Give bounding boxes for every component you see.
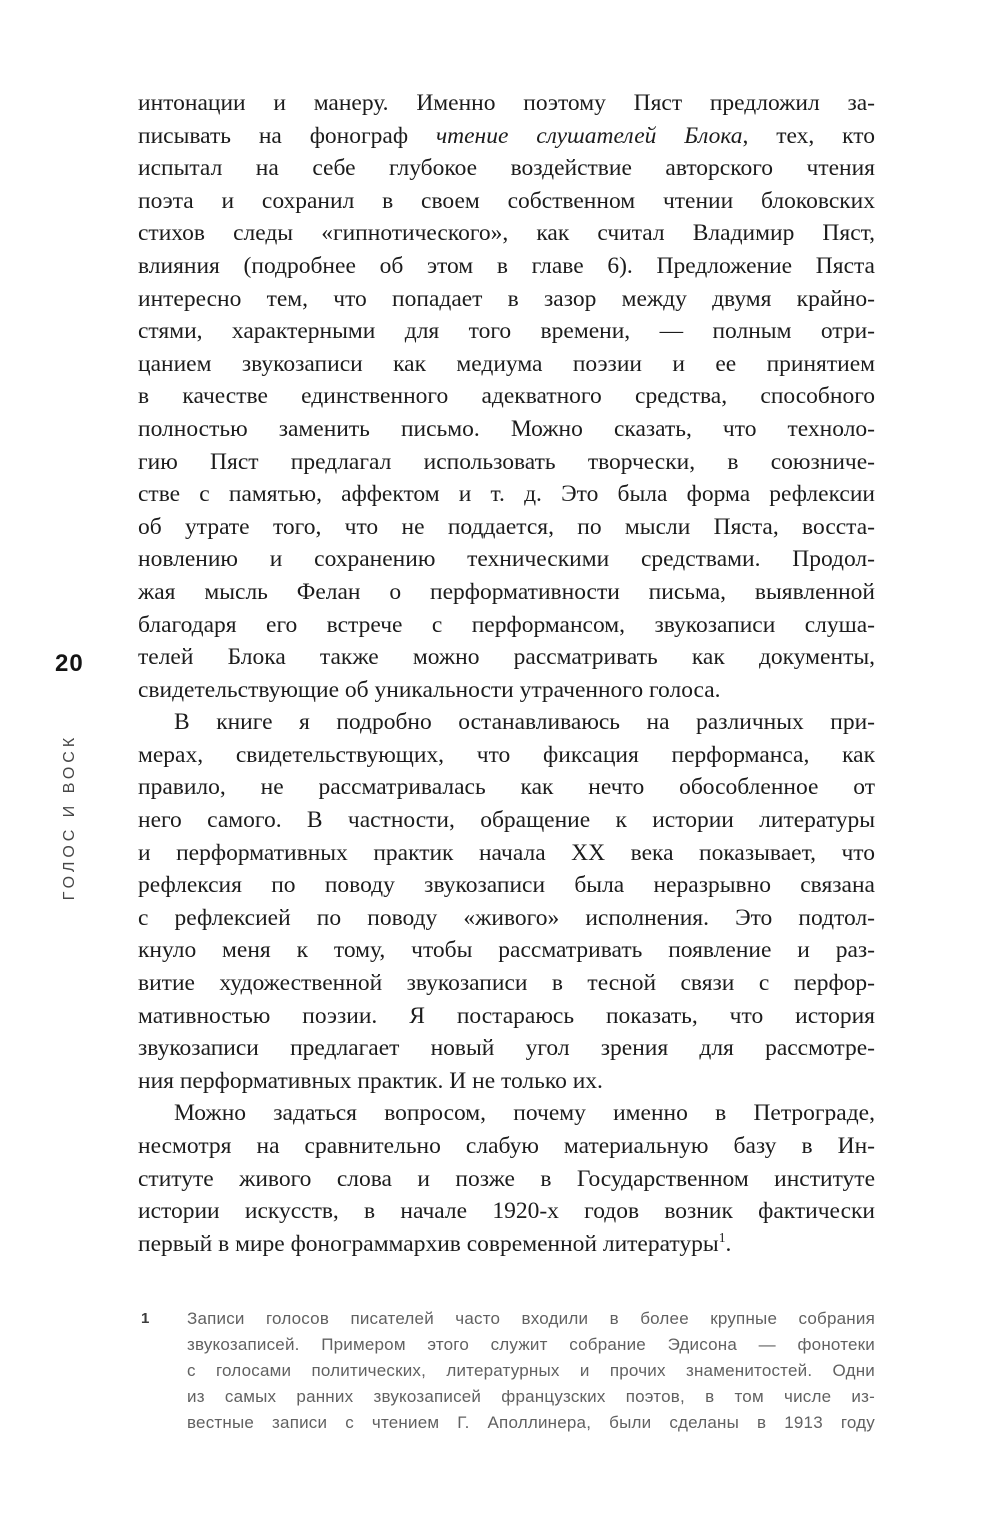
text-line xyxy=(138,446,875,479)
text-segment: цанием звукозаписи как медиума поэзии и ее принятием xyxy=(138,350,875,377)
footnote-marker: 1 xyxy=(141,1310,150,1327)
text-line xyxy=(138,283,875,316)
text-segment: рефлексия по поводу звукозаписи была неразрывно связана xyxy=(138,872,875,899)
text-line xyxy=(138,641,875,674)
text-line xyxy=(138,87,875,120)
text-line xyxy=(138,837,875,870)
text-segment: него самого. В частности, обращение к истории литературы xyxy=(138,807,875,834)
text-segment: . xyxy=(725,1230,732,1257)
text-segment: испытал на себе глубокое воздействие авторского чтения xyxy=(138,155,875,182)
text-segment: интонации и манеру. Именно поэтому Пяст предложил за- xyxy=(138,90,875,116)
text-line xyxy=(138,120,875,153)
text-segment: поэта и сохранил в своем собственном чтении блоковских xyxy=(138,187,875,214)
text-segment: ния перформативных практик. И не только их. xyxy=(138,1067,603,1094)
text-line xyxy=(138,804,875,837)
footnote-line: вестные записи с чтением Г. Аполлинера, были сделаны в 1913 году xyxy=(187,1413,875,1432)
text-segment: интересно тем, что попадает в зазор между двумя крайно- xyxy=(138,285,875,312)
text-segment: стями, характерными для того времени, — полным отри- xyxy=(138,318,875,345)
text-segment: В книге я подробно останавливаюсь на различных при- xyxy=(174,709,875,736)
text-line xyxy=(138,739,875,772)
text-line xyxy=(138,1000,875,1033)
text-line xyxy=(138,1228,875,1261)
text-segment: жая мысль Фелан о перформативности письма, выявленной xyxy=(138,578,875,605)
text-line xyxy=(138,380,875,413)
text-segment: истории искусств, в начале 1920-х годов возник фактически xyxy=(138,1198,875,1225)
text-segment: звукозаписи предлагает новый угол зрения для рассмотре- xyxy=(138,1035,875,1062)
text-segment: свидетельствующие об уникальности утраченного голоса. xyxy=(138,676,721,703)
text-line xyxy=(138,315,875,348)
text-segment: писывать на фонограф xyxy=(138,122,436,149)
text-segment: мерах, свидетельствующих, что фиксация перформанса, как xyxy=(138,741,875,768)
footnote-line: с голосами политических, литературных и прочих знаменитостей. Одни xyxy=(187,1361,875,1380)
paragraph xyxy=(138,1097,875,1260)
paragraph xyxy=(138,706,875,1097)
text-line xyxy=(138,902,875,935)
text-segment: , тех, кто xyxy=(742,122,875,149)
text-line xyxy=(138,771,875,804)
text-line xyxy=(138,152,875,185)
text-line xyxy=(138,543,875,576)
text-segment: мативностью поэзии. Я постараюсь показать, что история xyxy=(138,1002,875,1029)
text-segment: об утрате того, что не поддается, по мысли Пяста, восста- xyxy=(138,513,875,540)
text-line xyxy=(138,1163,875,1196)
text-segment: чтение слушателей Блока xyxy=(435,122,743,149)
text-segment: гию Пяст предлагал использовать творчески, в союзниче- xyxy=(138,448,875,475)
running-title: ГОЛОС И ВОСК xyxy=(61,733,78,901)
text-line xyxy=(138,217,875,250)
text-segment: стихов следы «гипнотического», как считал Владимир Пяст, xyxy=(138,220,875,247)
text-line xyxy=(138,1032,875,1065)
text-line xyxy=(138,576,875,609)
text-line xyxy=(138,1130,875,1163)
text-line xyxy=(138,609,875,642)
text-segment: ституте живого слова и позже в Государственном институте xyxy=(138,1165,875,1192)
text-line xyxy=(138,934,875,967)
text-segment: стве с памятью, аффектом и т. д. Это была форма рефлексии xyxy=(138,481,875,508)
paragraph xyxy=(138,87,875,706)
text-line xyxy=(138,674,875,707)
text-segment: и перформативных практик начала XX века показывает, что xyxy=(138,839,875,866)
text-segment: с рефлексией по поводу «живого» исполнения. Это подтол- xyxy=(138,904,875,931)
text-segment: кнуло меня к тому, чтобы рассматривать появление и раз- xyxy=(138,937,875,964)
text-line xyxy=(138,478,875,511)
text-line xyxy=(138,1065,875,1098)
text-line xyxy=(138,348,875,381)
text-line xyxy=(138,869,875,902)
text-segment: Можно задаться вопросом, почему именно в Петрограде, xyxy=(174,1100,875,1127)
footnote-line: Записи голосов писателей часто входили в более крупные собрания xyxy=(187,1309,875,1328)
text-line xyxy=(138,185,875,218)
text-line xyxy=(138,250,875,283)
text-segment: телей Блока также можно рассматривать как документы, xyxy=(138,644,875,671)
text-segment: в качестве единственного адекватного средства, способного xyxy=(138,383,875,410)
text-line xyxy=(138,413,875,446)
footnote-reference: 1 xyxy=(718,1229,726,1245)
footnote xyxy=(138,1306,875,1436)
text-segment: полностью заменить письмо. Можно сказать, что техноло- xyxy=(138,415,875,442)
text-line xyxy=(138,706,875,739)
text-segment: витие художественной звукозаписи в тесной связи с перфор- xyxy=(138,970,875,997)
body-text xyxy=(138,87,875,1260)
footnote-line: из самых ранних звукозаписей французских поэтов, в том числе из- xyxy=(187,1387,875,1406)
page-number: 20 xyxy=(55,650,84,677)
footnote-lines xyxy=(187,1306,875,1436)
text-segment: первый в мире фонограммархив современной литературы xyxy=(138,1230,719,1257)
text-segment: влияния (подробнее об этом в главе 6). Предложение Пяста xyxy=(138,252,875,279)
text-line xyxy=(138,1097,875,1130)
text-line xyxy=(138,511,875,544)
text-segment: новлению и сохранению техническими средствами. Продол- xyxy=(138,546,875,573)
text-segment: несмотря на сравнительно слабую материальную базу в Ин- xyxy=(138,1133,875,1159)
text-segment: правило, не рассматривалась как нечто обособленное от xyxy=(138,774,875,801)
text-line xyxy=(138,967,875,1000)
text-line xyxy=(138,1195,875,1228)
footnote-line: звукозаписей. Примером этого служит собрание Эдисона — фонотеки xyxy=(187,1335,875,1354)
text-segment: благодаря его встрече с перформансом, звукозаписи слуша- xyxy=(138,611,875,638)
